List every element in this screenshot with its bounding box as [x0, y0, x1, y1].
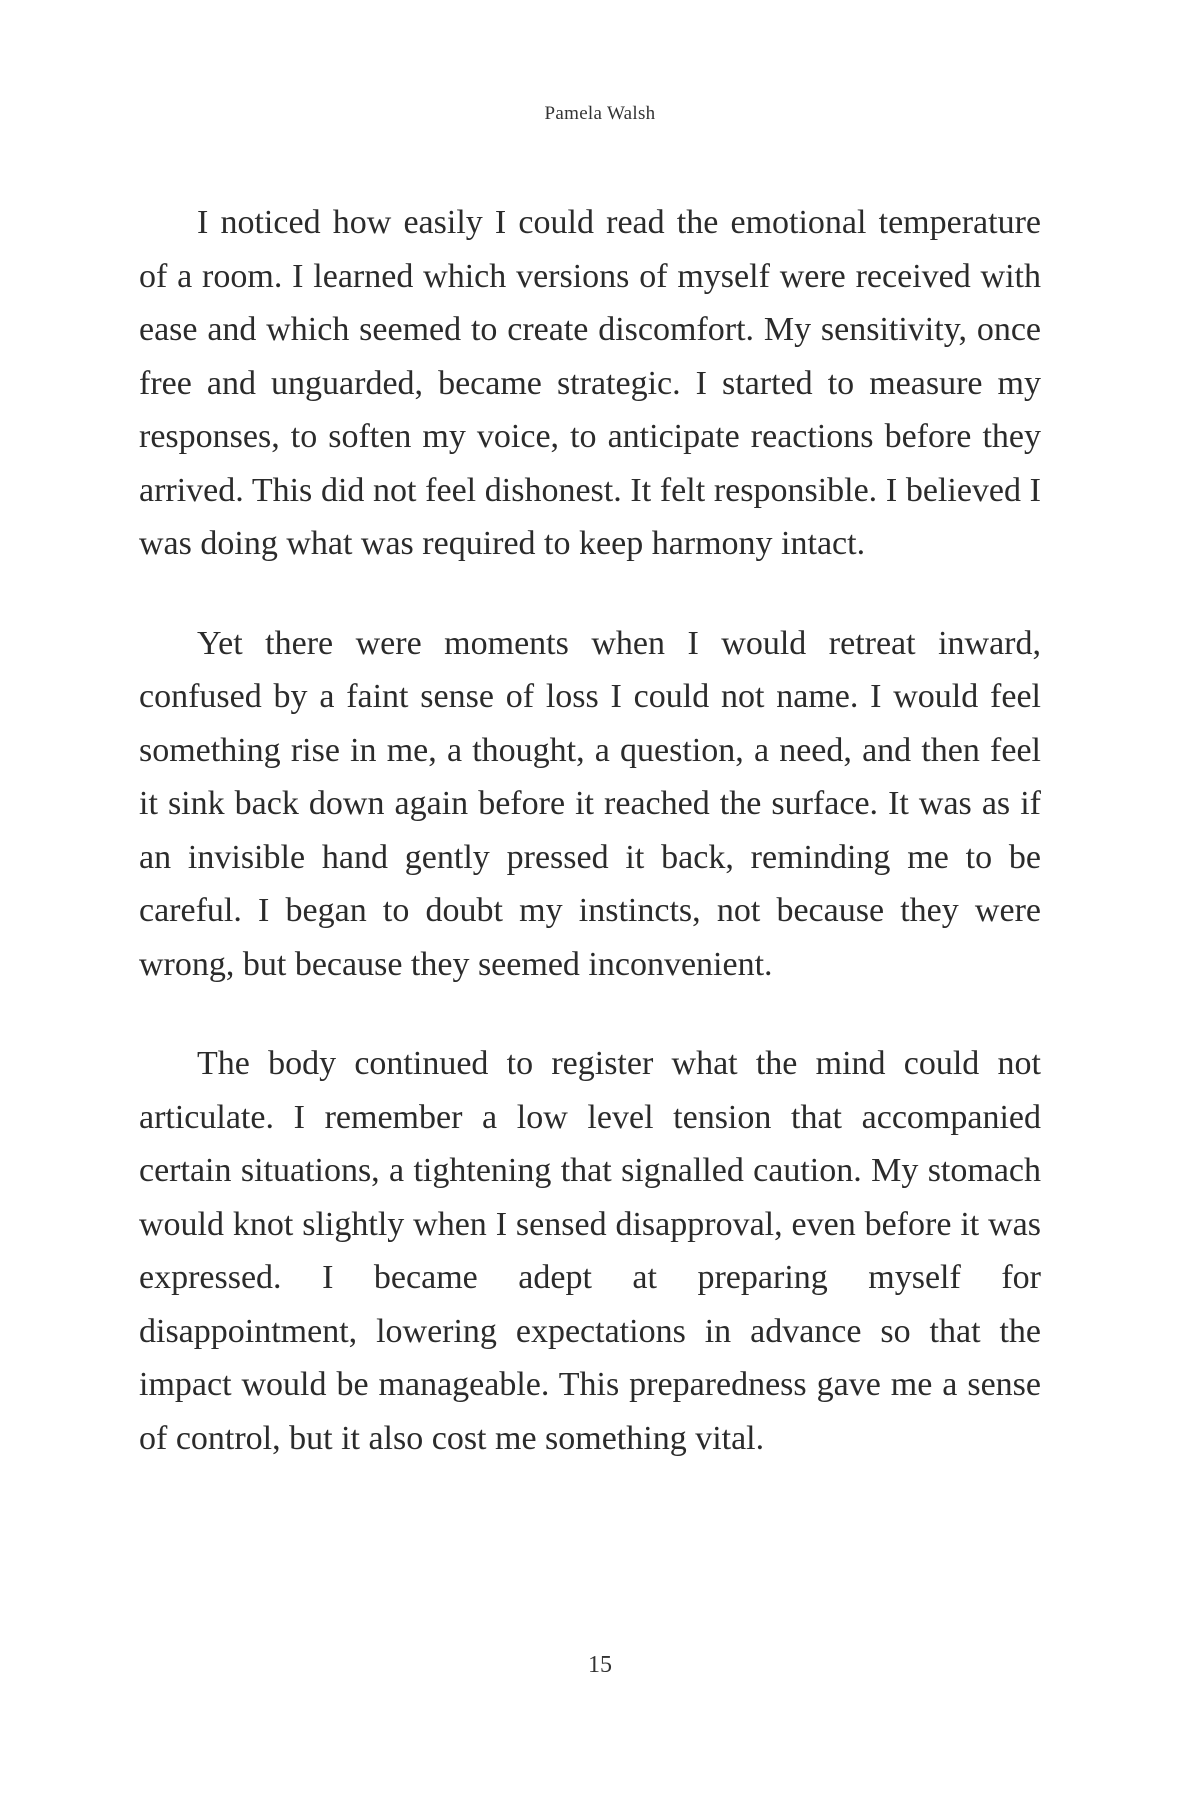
paragraph-1: I noticed how easily I could read the emotional temperature of a room. I learned which versions of myself were received with ease and which seemed to create discomfort. My sensitivity, once free and unguarded, became strategic. I started to measure my responses, to soften my voice, to anticipate reactions before they arrived. This did not feel dishonest. It felt responsible. I believed I was doing what was required to keep harmony intact. [139, 204, 1041, 562]
body-text [139, 196, 1041, 1511]
running-header-author: Pamela Walsh [544, 103, 656, 124]
paragraph-3: The body continued to register what the mind could not articulate. I remember a low level tension that accompanied certain situations, a tightening that signalled caution. My stomach would knot slightly when I sensed disapproval, even before it was expressed. I became adept at preparing myself for disappointment, lowering expectations in advance so that the impact would be manageable. This preparedness gave me a sense of control, but it also cost me something vital. [139, 1045, 1041, 1457]
paragraph-2: Yet there were moments when I would retreat inward, confused by a faint sense of loss I could not name. I would feel something rise in me, a thought, a question, a need, and then feel it sink back down again before it reached the surface. It was as if an invisible hand gently pressed it back, reminding me to be careful. I began to doubt my instincts, not because they were wrong, but because they seemed inconvenient. [139, 624, 1041, 983]
page-number: 15 [588, 1652, 612, 1678]
